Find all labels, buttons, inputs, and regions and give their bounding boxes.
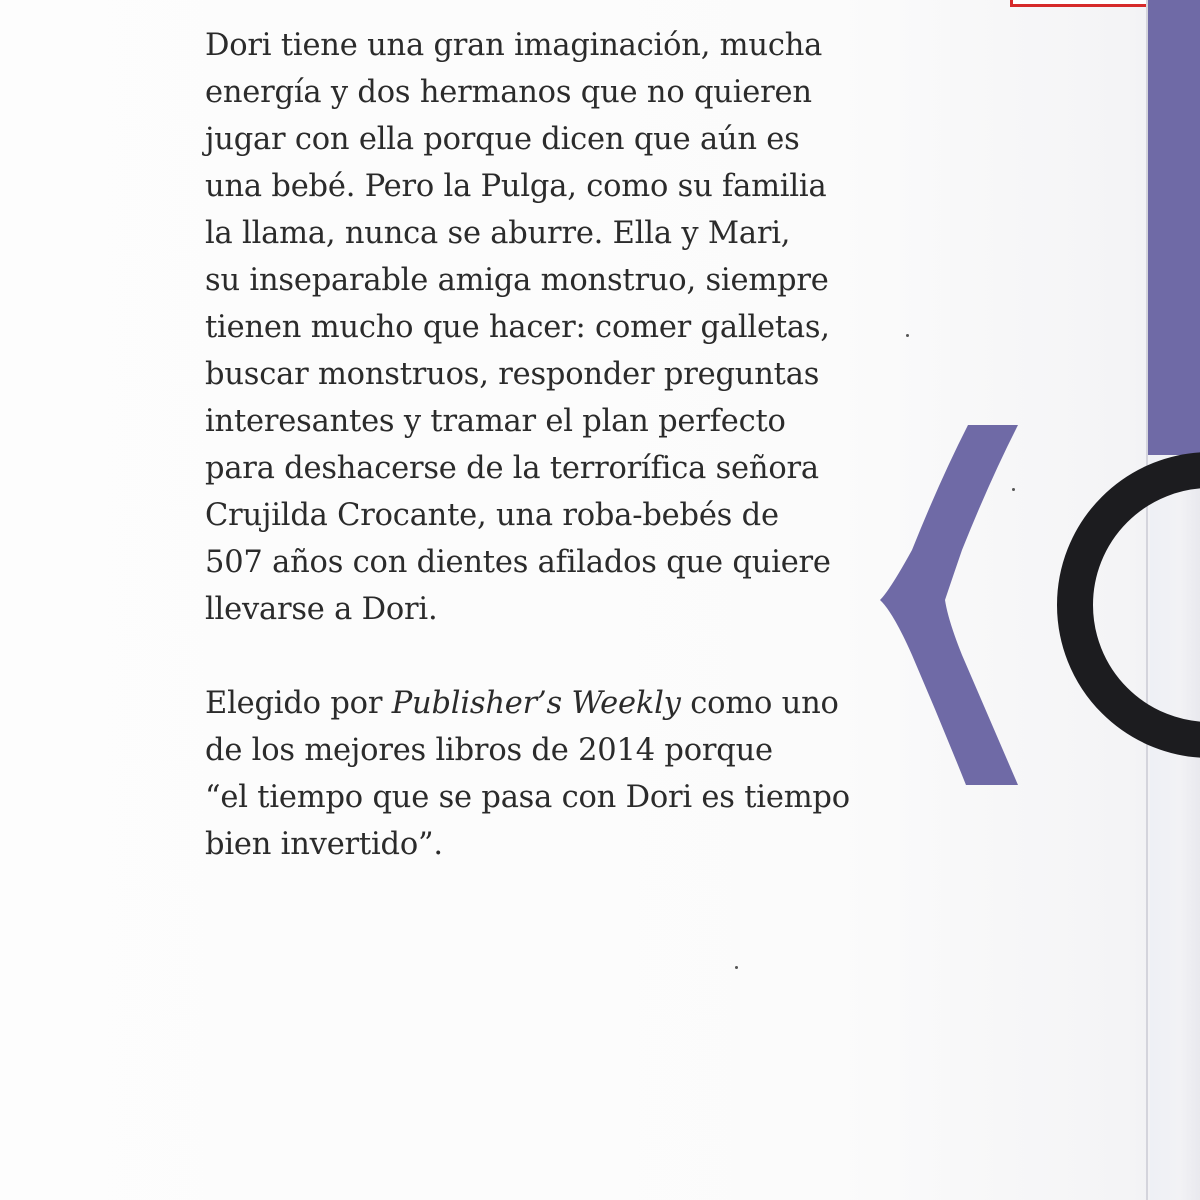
print-speck (906, 334, 909, 337)
synopsis-line: Dori tiene una gran imaginación, mucha (205, 28, 823, 63)
synopsis-line: Crujilda Crocante, una roba-bebés de (205, 498, 779, 533)
synopsis-line: para deshacerse de la terrorífica señora (205, 451, 819, 486)
synopsis-line: buscar monstruos, responder preguntas (205, 357, 820, 392)
purple-brace-shape (880, 425, 1018, 785)
paragraph-gap (205, 633, 885, 680)
praise-line-3: “el tiempo que se pasa con Dori es tiempo (205, 780, 850, 815)
publication-title: Publisher’s Weekly (391, 686, 681, 721)
synopsis-line: tienen mucho que hacer: comer galletas, (205, 310, 830, 345)
print-speck (1012, 488, 1015, 491)
synopsis-line: energía y dos hermanos que no quieren (205, 75, 812, 110)
synopsis-line: una bebé. Pero la Pulga, como su familia (205, 169, 827, 204)
synopsis-line: su inseparable amiga monstruo, siempre (205, 263, 829, 298)
synopsis-line: jugar con ella porque dicen que aún es (205, 122, 800, 157)
synopsis-line: 507 años con dientes afilados que quiere (205, 545, 831, 580)
synopsis-line: llevarse a Dori. (205, 592, 438, 627)
praise-line-4: bien invertido”. (205, 827, 443, 862)
synopsis-line: interesantes y tramar el plan perfecto (205, 404, 786, 439)
print-speck (735, 966, 738, 969)
back-cover-text (205, 22, 885, 868)
praise-line-1 (205, 680, 885, 727)
praise-prefix: Elegido por (205, 686, 392, 721)
praise-line-2: de los mejores libros de 2014 porque (205, 733, 773, 768)
synopsis-line: la llama, nunca se aburre. Ella y Mari, (205, 216, 791, 251)
praise-suffix: como uno (680, 686, 839, 721)
